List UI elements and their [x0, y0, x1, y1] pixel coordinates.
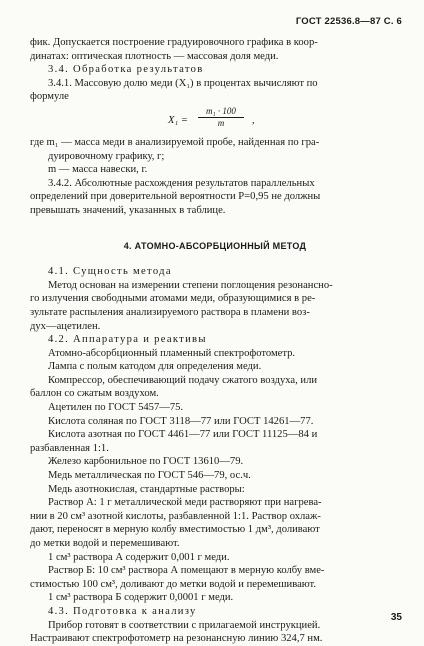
document-body: [30, 36, 400, 646]
formula: [30, 106, 400, 134]
page-header: ГОСТ 22536.8—87 С. 6: [295, 16, 402, 27]
list-item: Раствор Б: 10 см³ раствора А помещают в мерную колбу вме-: [48, 565, 325, 577]
formula-fraction: [198, 106, 244, 129]
formula-numerator: m₁ · 100: [198, 106, 244, 118]
list-item: стимостью 100 см³, доливают до метки водой и перемешивают.: [30, 578, 317, 590]
formula-comma: ,: [252, 114, 255, 126]
subsection-heading-4-1: 4.1. Сущность метода: [48, 266, 172, 278]
list-item: Ацетилен по ГОСТ 5457—75.: [48, 402, 184, 414]
page-number: 35: [390, 612, 402, 623]
subsection-heading-3-4: 3.4. Обработка результатов: [48, 64, 204, 76]
list-item: нии в 20 см³ азотной кислоты, разбавленной 1:1. Раствор охлаж-: [30, 510, 321, 522]
list-item: 1 см³ раствора Б содержит 0,0001 г меди.: [48, 592, 234, 604]
list-item: Железо карбонильное по ГОСТ 13610—79.: [48, 456, 244, 468]
text-line: зультате распыления анализируемого раствора в пламени воз-: [30, 306, 310, 318]
list-item: Медь металлическая по ГОСТ 546—79, ос.ч.: [48, 470, 251, 482]
text-line: превышать значений, указанных в таблице.: [30, 204, 226, 216]
text-line: Прибор готовят в соответствии с прилагаемой инструкцией.: [48, 619, 321, 631]
section-title: 4. АТОМНО-АБСОРБЦИОННЫЙ МЕТОД: [123, 240, 307, 251]
text-line: Настраивают спектрофотометр на резонансную линию 324,7 нм.: [30, 633, 323, 645]
list-item: Атомно-абсорбционный пламенный спектрофотометр.: [48, 347, 296, 359]
list-item: Лампа с полым катодом для определения меди.: [48, 361, 262, 373]
text-line: динатах: оптическая плотность — массовая доля меди.: [30, 50, 279, 62]
text-line: фик. Допускается построение градуировочного графика в коор-: [30, 37, 318, 48]
list-item: Компрессор, обеспечивающий подачу сжатого воздуха, или: [48, 374, 318, 386]
text-line: дух—ацетилен.: [30, 320, 101, 332]
text-line: 3.4.1. Массовую долю меди (X₁) в процентах вычисляют по: [48, 77, 318, 89]
text-line: определений при доверительной вероятности P=0,95 не должны: [30, 191, 321, 203]
text-line: дуировочному графику, г;: [48, 150, 165, 162]
text-line: го излучения свободными атомами меди, образующимися в ре-: [30, 293, 316, 305]
text-line: m — масса навески, г.: [48, 164, 148, 176]
text-line: 3.4.2. Абсолютные расхождения результатов параллельных: [48, 177, 315, 189]
subsection-heading-4-2: 4.2. Аппаратура и реактивы: [48, 334, 207, 346]
list-item: Кислота азотная по ГОСТ 4461—77 или ГОСТ 11125—84 и: [48, 429, 318, 441]
list-item: до метки водой и перемешивают.: [30, 538, 180, 549]
text-line: где m₁ — масса меди в анализируемой пробе, найденная по гра-: [30, 136, 320, 148]
list-item: Медь азотнокислая, стандартные растворы:: [48, 483, 245, 495]
list-item: Раствор А: 1 г металлической меди растворяют при нагрева-: [48, 497, 322, 509]
list-item: дают, переносят в мерную колбу вместимостью 1 дм³, доливают: [30, 524, 320, 536]
list-item: баллон со сжатым воздухом.: [30, 388, 159, 400]
subsection-heading-4-3: 4.3. Подготовка к анализу: [48, 605, 197, 617]
formula-lhs: X₁ =: [168, 114, 188, 126]
list-item: Кислота соляная по ГОСТ 3118—77 или ГОСТ 14261—77.: [48, 415, 314, 427]
text-line: Метод основан на измерении степени поглощения резонансно-: [48, 279, 333, 291]
list-item: 1 см³ раствора А содержит 0,001 г меди.: [48, 551, 230, 563]
list-item: разбавленная 1:1.: [30, 442, 109, 454]
formula-denominator: m: [217, 117, 225, 128]
text-line: формуле: [30, 91, 69, 103]
